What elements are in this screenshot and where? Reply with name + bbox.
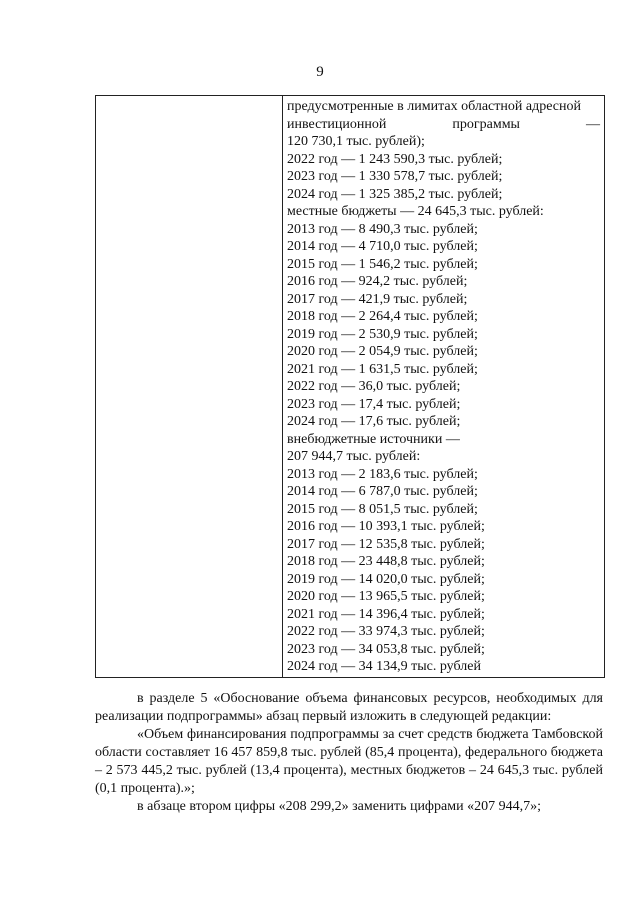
cell-line: 2021 год — 1 631,5 тыс. рублей; [287, 361, 478, 377]
cell-line: 207 944,7 тыс. рублей: [287, 449, 421, 464]
cell-line: предусмотренные в лимитах областной адресной [287, 99, 581, 114]
amendment-text [95, 690, 603, 816]
cell-line: 2019 год — 14 020,0 тыс. рублей; [287, 571, 485, 587]
cell-line: 2021 год — 14 396,4 тыс. рублей; [287, 606, 485, 622]
cell-line: 2023 год — 17,4 тыс. рублей; [287, 396, 461, 412]
cell-line: 2019 год — 2 530,9 тыс. рублей; [287, 326, 478, 342]
cell-line: 2015 год — 1 546,2 тыс. рублей; [287, 256, 478, 272]
financing-details-cell [287, 98, 600, 676]
cell-line: 2016 год — 924,2 тыс. рублей; [287, 274, 468, 289]
cell-line: 2017 год — 421,9 тыс. рублей; [287, 291, 468, 307]
page-number: 9 [316, 64, 324, 80]
cell-line: местные бюджеты — 24 645,3 тыс. рублей: [287, 204, 544, 219]
cell-line: 2023 год — 34 053,8 тыс. рублей; [287, 641, 485, 657]
cell-line: 2022 год — 36,0 тыс. рублей; [287, 379, 461, 394]
cell-line [287, 116, 600, 134]
cell-line: 2016 год — 10 393,1 тыс. рублей; [287, 519, 485, 534]
paragraph-section5: в разделе 5 «Обоснование объема финансовых ресурсов, необходимых для реализации подпрограммы» абзац первый изложить в следующей редакции: [95, 691, 603, 724]
financing-table [95, 95, 605, 678]
cell-line: 2018 год — 23 448,8 тыс. рублей; [287, 554, 485, 569]
cell-line: 2024 год — 1 325 385,2 тыс. рублей; [287, 186, 503, 202]
cell-line: 2017 год — 12 535,8 тыс. рублей; [287, 536, 485, 552]
cell-line: 2013 год — 8 490,3 тыс. рублей; [287, 221, 478, 237]
paragraph-replace-figures: в абзаце втором цифры «208 299,2» заменить цифрами «207 944,7»; [137, 799, 541, 814]
cell-line: 2013 год — 2 183,6 тыс. рублей; [287, 466, 478, 482]
cell-line-part: инвестиционной [287, 116, 387, 132]
cell-line: 2022 год — 1 243 590,3 тыс. рублей; [287, 151, 503, 167]
cell-line: 120 730,1 тыс. рублей); [287, 134, 425, 149]
cell-line: 2014 год — 6 787,0 тыс. рублей; [287, 484, 478, 499]
cell-line: 2022 год — 33 974,3 тыс. рублей; [287, 624, 485, 639]
cell-line: 2024 год — 17,6 тыс. рублей; [287, 414, 461, 429]
cell-line: 2014 год — 4 710,0 тыс. рублей; [287, 239, 478, 254]
cell-line: 2023 год — 1 330 578,7 тыс. рублей; [287, 169, 503, 184]
cell-line: 2020 год — 2 054,9 тыс. рублей; [287, 344, 478, 359]
cell-line: 2018 год — 2 264,4 тыс. рублей; [287, 309, 478, 324]
cell-line-part: программы [452, 116, 520, 132]
cell-line: 2015 год — 8 051,5 тыс. рублей; [287, 501, 478, 517]
cell-line: 2024 год — 34 134,9 тыс. рублей [287, 659, 481, 674]
paragraph-quote: «Объем финансирования подпрограммы за счет средств бюджета Тамбовской области составляет 16 457 859,8 тыс. рублей (85,4 процента), федерального бюджета – 2 573 445,2 тыс. рублей (13,4 процента), местных бюджетов – 24 645,3 тыс. рублей (0,1 процента).»; [95, 727, 603, 796]
column-divider [282, 96, 283, 677]
cell-line: внебюджетные источники — [287, 431, 460, 447]
cell-line-part: — [585, 116, 600, 132]
cell-line: 2020 год — 13 965,5 тыс. рублей; [287, 589, 485, 604]
